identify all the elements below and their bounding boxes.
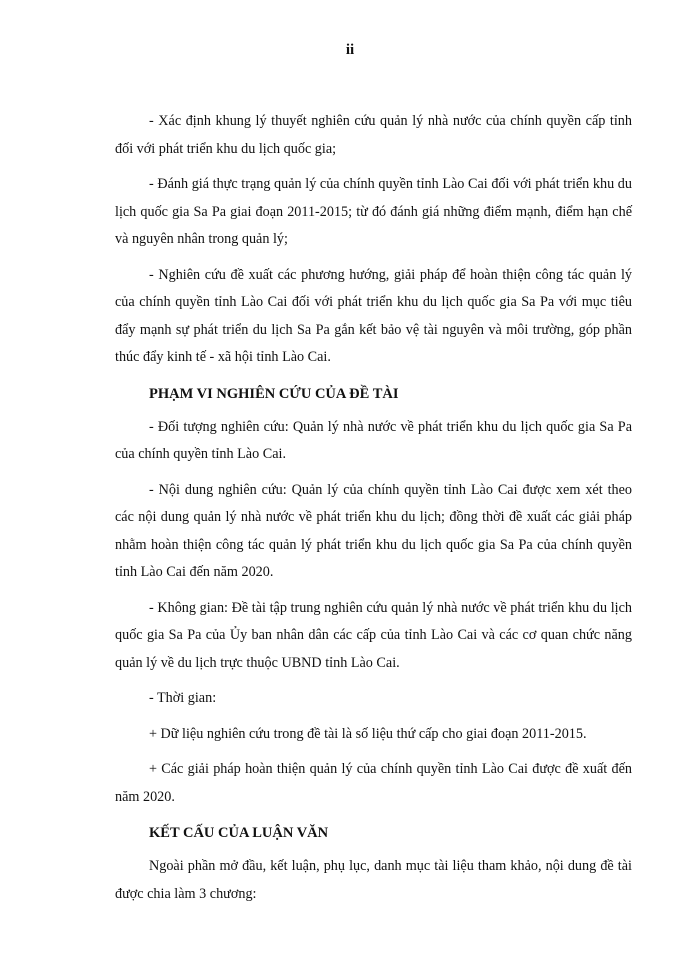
objective-paragraph-1: - Xác định khung lý thuyết nghiên cứu quản lý nhà nước của chính quyền cấp tỉnh đối với phát triển khu du lịch quốc gia; bbox=[115, 113, 632, 157]
scope-paragraph-content: - Nội dung nghiên cứu: Quản lý của chính quyền tỉnh Lào Cai được xem xét theo các nội dung quản lý nhà nước về phát triển khu du lịch; đồng thời đề xuất các giải pháp nhằm hoàn thiện công tác quản lý phát triển khu du lịch quốc gia Sa Pa của chính quyền tỉnh Lào Cai đến năm 2020. bbox=[115, 481, 632, 580]
scope-paragraph-space: - Không gian: Đề tài tập trung nghiên cứu quản lý nhà nước về phát triển khu du lịch quốc gia Sa Pa của Ủy ban nhân dân các cấp của tỉnh Lào Cai và các cơ quan chức năng quản lý về du lịch trực thuộc UBND tỉnh Lào Cai. bbox=[115, 599, 632, 671]
scope-paragraph-time-solutions: + Các giải pháp hoàn thiện quản lý của chính quyền tỉnh Lào Cai được đề xuất đến năm 2020. bbox=[115, 761, 632, 805]
page-number: ii bbox=[345, 42, 355, 58]
objective-paragraph-2: - Đánh giá thực trạng quản lý của chính quyền tỉnh Lào Cai đối với phát triển khu du lịch quốc gia Sa Pa giai đoạn 2011-2015; từ đó đánh giá những điểm mạnh, điểm hạn chế và nguyên nhân trong quản lý; bbox=[115, 176, 632, 247]
scope-paragraph-time: - Thời gian: bbox=[149, 690, 217, 706]
section-heading-scope: PHẠM VI NGHIÊN CỨU CỦA ĐỀ TÀI bbox=[149, 385, 399, 402]
section-heading-structure: KẾT CẤU CỦA LUẬN VĂN bbox=[149, 825, 329, 841]
scope-paragraph-time-data: + Dữ liệu nghiên cứu trong đề tài là số liệu thứ cấp cho giai đoạn 2011-2015. bbox=[149, 725, 587, 742]
page-content bbox=[115, 108, 632, 916]
structure-paragraph: Ngoài phần mở đầu, kết luận, phụ lục, danh mục tài liệu tham khảo, nội dung đề tài được chia làm 3 chương: bbox=[115, 858, 632, 902]
scope-paragraph-subject: - Đối tượng nghiên cứu: Quản lý nhà nước về phát triển khu du lịch quốc gia Sa Pa của chính quyền tỉnh Lào Cai. bbox=[115, 418, 632, 462]
objective-paragraph-3: - Nghiên cứu đề xuất các phương hướng, giải pháp để hoàn thiện công tác quản lý của chính quyền tỉnh Lào Cai đối với phát triển khu du lịch quốc gia Sa Pa với mục tiêu đẩy mạnh sự phát triển du lịch Sa Pa gắn kết bảo vệ tài nguyên và môi trường, góp phần thúc đẩy kinh tế - xã hội tỉnh Lào Cai. bbox=[115, 266, 632, 365]
